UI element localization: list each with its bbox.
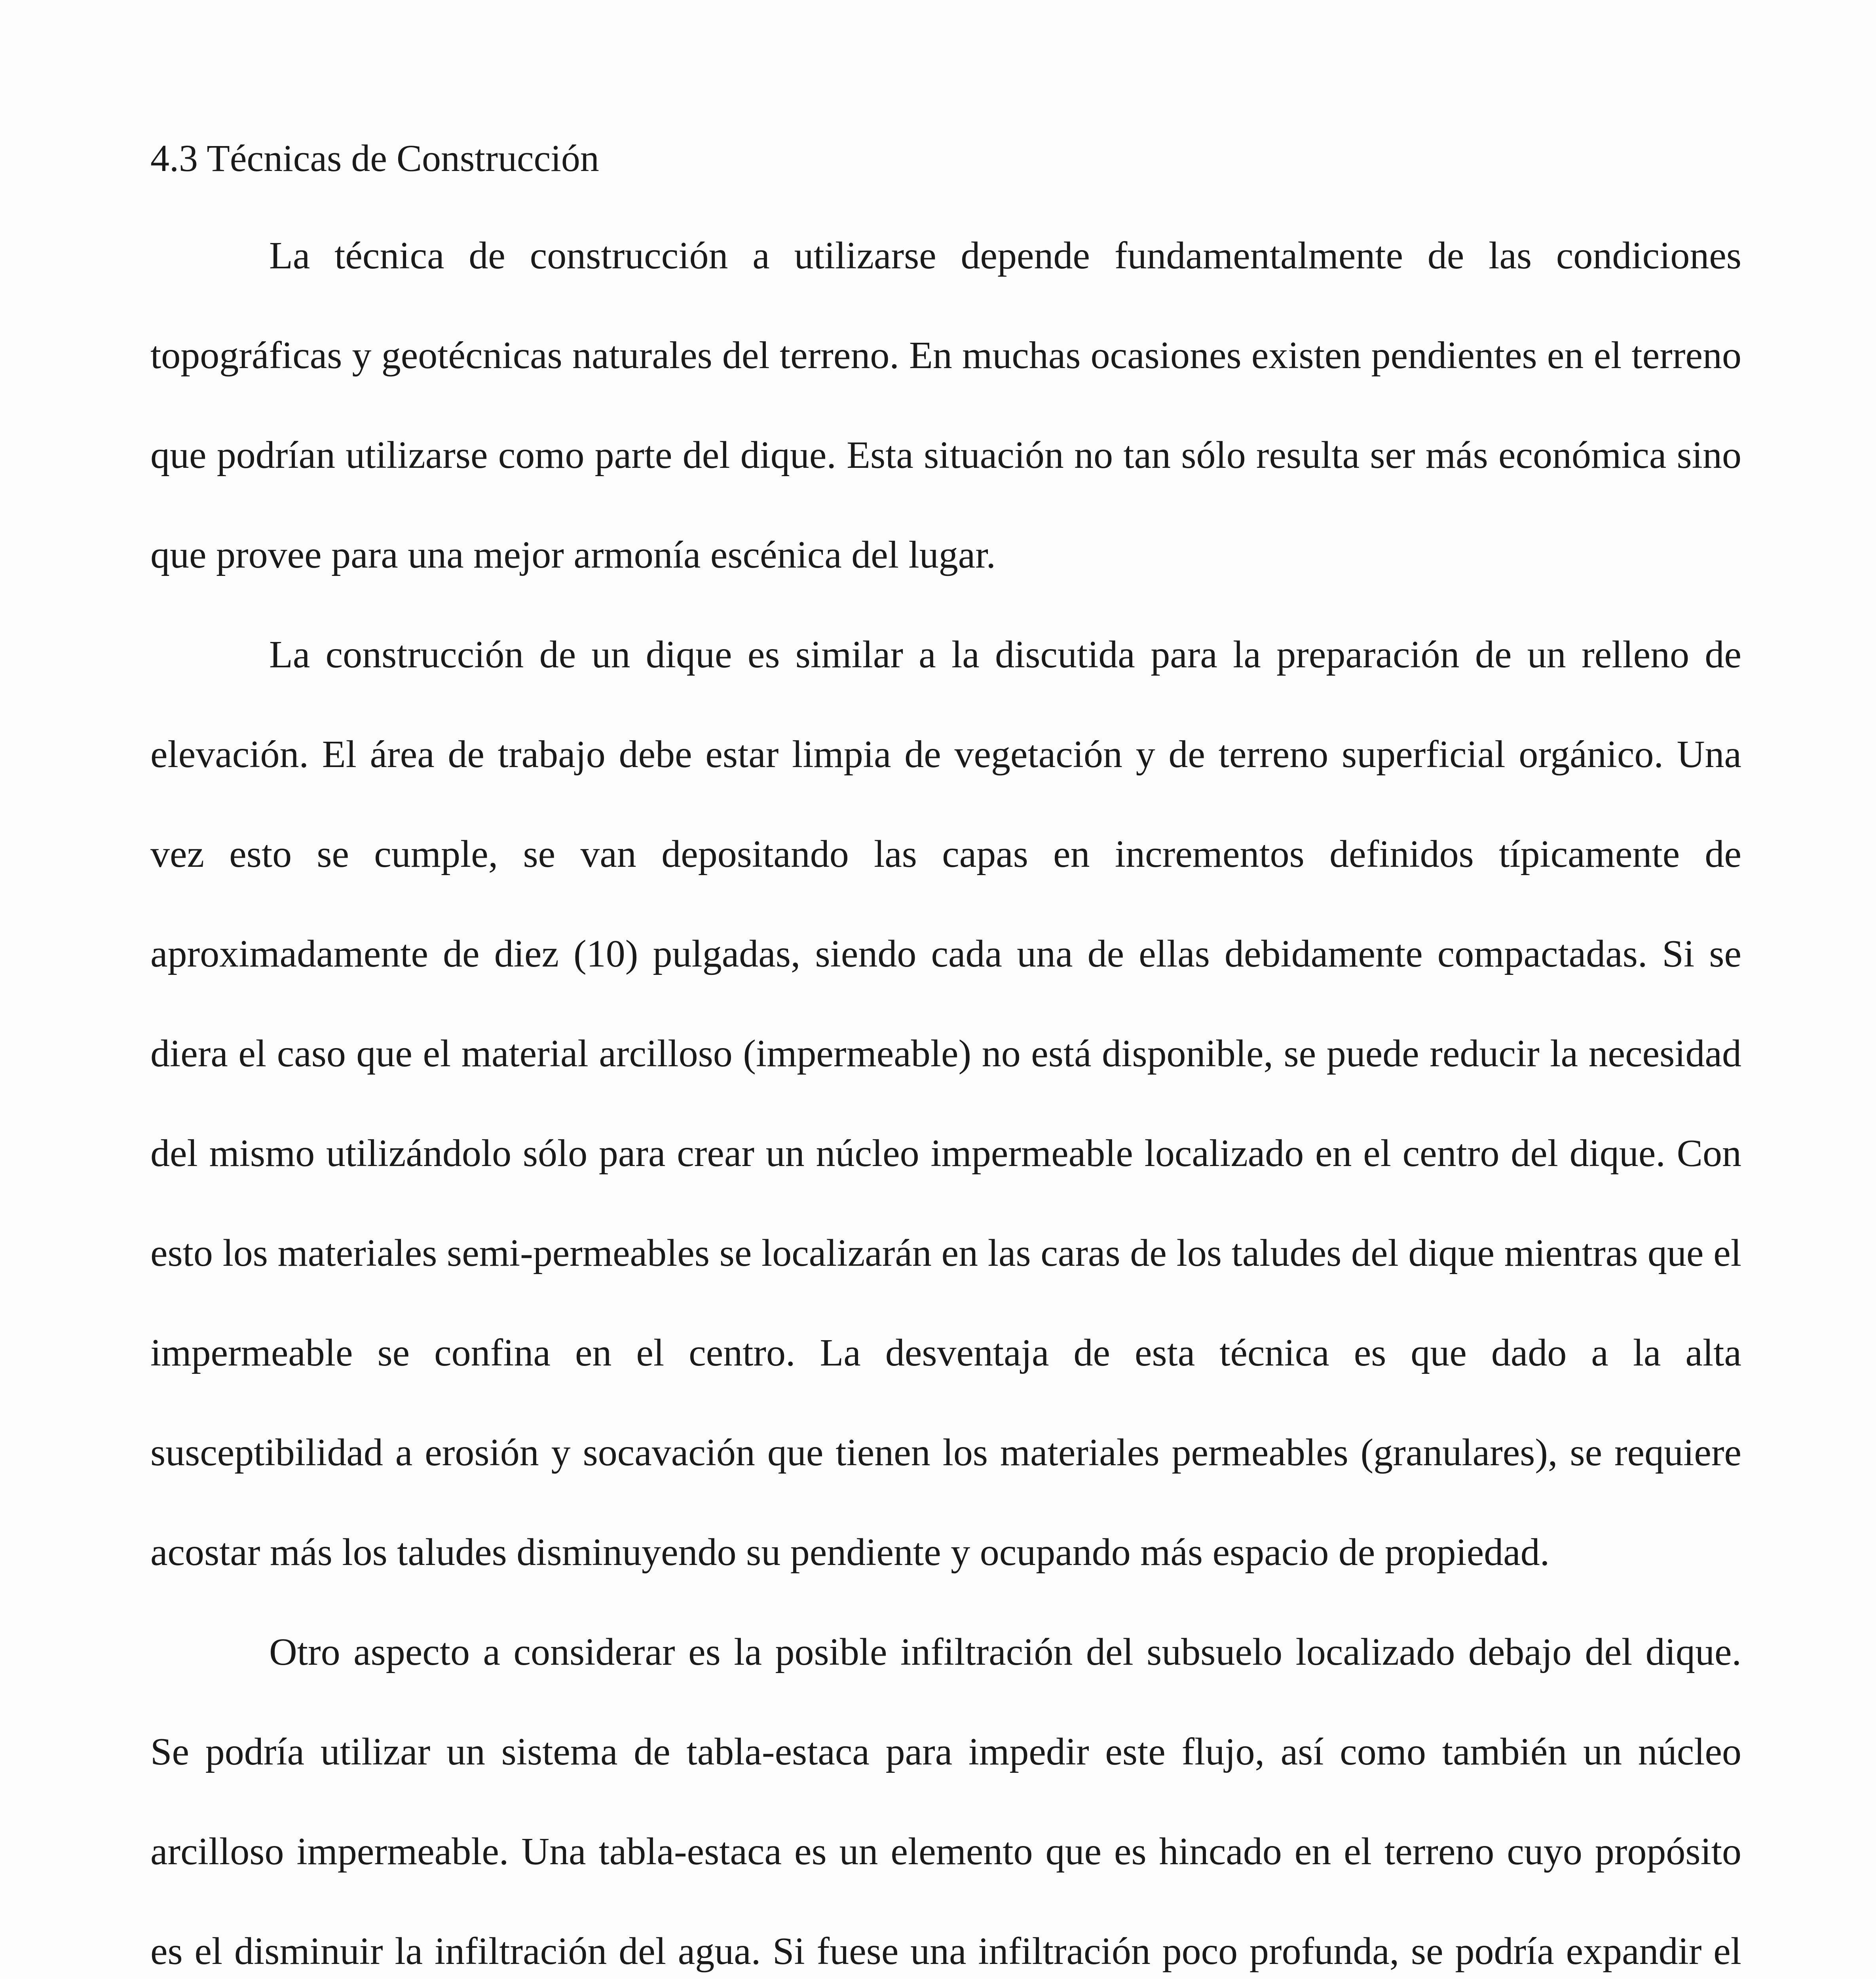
section-heading: 4.3 Técnicas de Construcción [150,137,599,179]
paragraph-3: Otro aspecto a considerar es la posible infiltración del subsuelo localizado debajo del dique. Se podría utilizar un sistema de tabla-estaca para impedir este flujo, así como también un núcleo arcilloso impermeable. Una tabla-estaca es un elemento que es hincado en el terreno cuyo propósito es el disminuir la infiltración del agua. Si fuese una infiltración poco profunda, se podría expandir el [150,1631,1741,1973]
paragraph-2: La construcción de un dique es similar a la discutida para la preparación de un relleno de elevación. El área de trabajo debe estar limpia de vegetación y de terreno superficial orgánico. Una vez esto se cumple, se van depositando las capas en incrementos definidos típicamente de aproximadamente de diez (10) pulgadas, siendo cada una de ellas debidamente compactadas. Si se diera el caso que el material arcilloso (impermeable) no está disponible, se puede reducir la necesidad del mismo utilizándolo sólo para crear un núcleo impermeable localizado en el centro del dique. Con esto los materiales semi-permeables se localizarán en las caras de los taludes del dique mientras que el impermeable se confina en el centro. La desventaja de esta técnica es que dado a la alta susceptibilidad a erosión y socavación que tienen los materiales permeables (granulares), se requiere acostar más los taludes disminuyendo su pendiente y ocupando más espacio de propiedad. [150,633,1741,1574]
page-content [150,135,1741,1979]
paragraph-1: La técnica de construcción a utilizarse depende fundamentalmente de las condiciones topográficas y geotécnicas naturales del terreno. En muchas ocasiones existen pendientes en el terreno que podrían utilizarse como parte del dique. Esta situación no tan sólo resulta ser más económica sino que provee para una mejor armonía escénica del lugar. [150,234,1741,576]
